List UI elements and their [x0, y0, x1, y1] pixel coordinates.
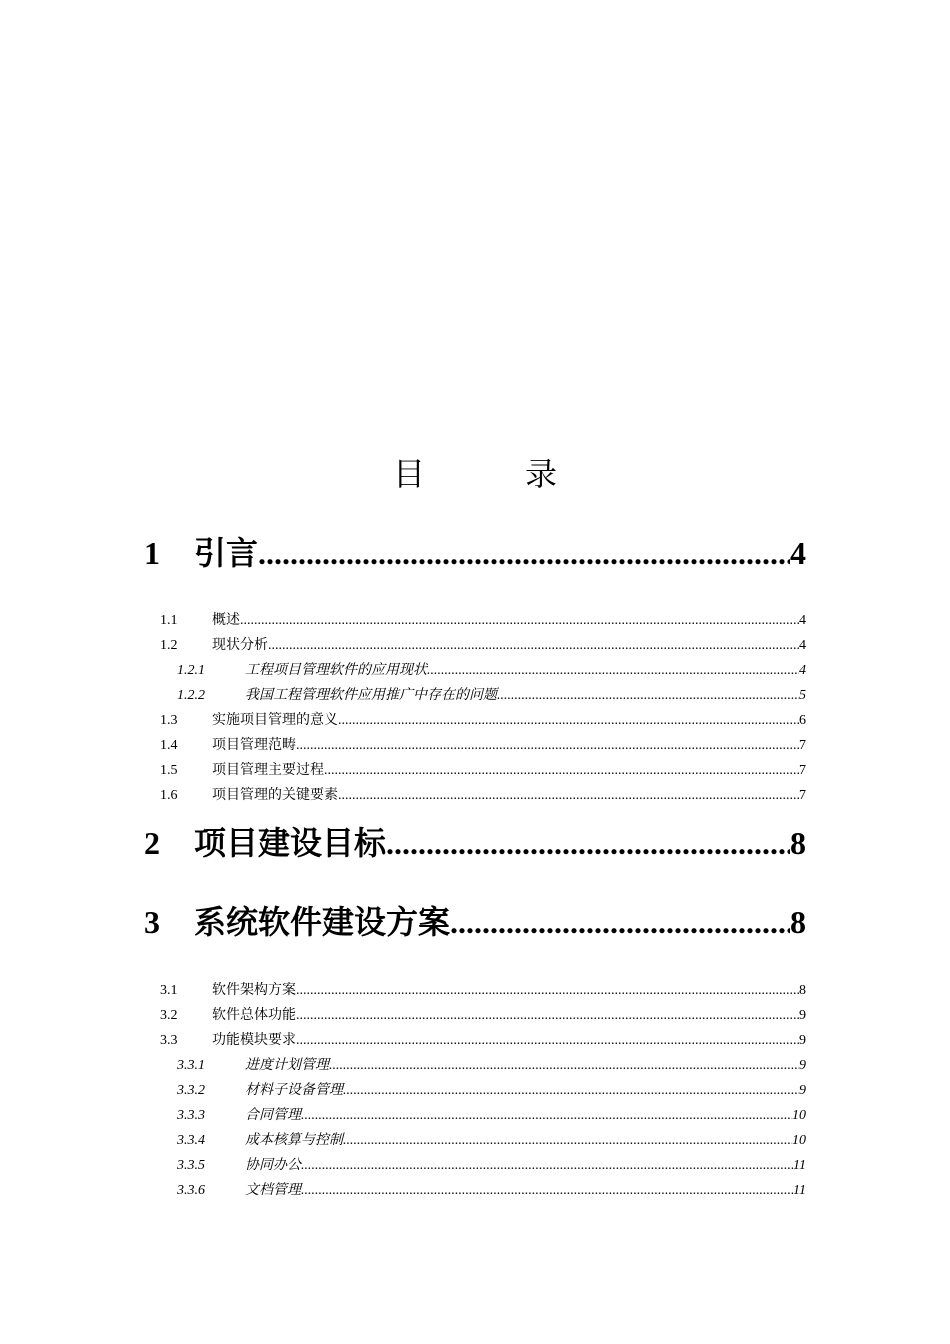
- toc-entry-page: 4: [799, 663, 806, 678]
- toc-dot-leader: [343, 1081, 799, 1101]
- toc-entry-text: 软件架构方案: [212, 982, 296, 998]
- toc-entry-chapter-3[interactable]: [144, 902, 806, 942]
- toc-entry-3-3-4[interactable]: [177, 1130, 806, 1151]
- toc-entry-page: 11: [793, 1158, 806, 1173]
- toc-entry-text: 协同办公: [245, 1157, 301, 1173]
- toc-entry-text: 系统软件建设方案: [194, 903, 451, 941]
- toc-entry-page: 8: [790, 904, 806, 940]
- toc-entry-chapter-2[interactable]: [144, 823, 806, 863]
- toc-entry-number: 1.4: [160, 738, 178, 753]
- toc-dot-leader: [296, 981, 799, 1001]
- toc-entry-page: 4: [790, 535, 806, 571]
- toc-entry-text: 成本核算与控制: [245, 1132, 343, 1148]
- toc-dot-leader: [497, 686, 799, 706]
- toc-entry-number: 3.3.4: [177, 1133, 205, 1148]
- toc-entry-page: 8: [799, 983, 806, 998]
- toc-entry-page: 7: [799, 788, 806, 803]
- toc-dot-leader: [450, 902, 790, 942]
- toc-entry-text: 项目管理范畴: [212, 737, 296, 753]
- toc-entry-number: 3.3.6: [177, 1183, 205, 1198]
- toc-entry-text: 功能模块要求: [212, 1032, 296, 1048]
- toc-entry-text: 我国工程管理软件应用推广中存在的问题: [245, 687, 497, 703]
- toc-dot-leader: [301, 1156, 793, 1176]
- toc-entry-text: 项目管理主要过程: [212, 762, 324, 778]
- toc-entry-1-3[interactable]: [160, 710, 806, 731]
- toc-entry-page: 7: [799, 738, 806, 753]
- toc-entry-number: 3.2: [160, 1008, 178, 1023]
- toc-title-char-1: 目: [392, 455, 425, 493]
- toc-entry-text: 项目管理的关键要素: [212, 787, 338, 803]
- toc-title: [0, 452, 950, 496]
- toc-dot-leader: [240, 611, 799, 631]
- toc-entry-page: 8: [790, 825, 806, 861]
- toc-entry-3-3-1[interactable]: [177, 1055, 806, 1076]
- toc-dot-leader: [338, 786, 799, 806]
- toc-entry-number: 3.3.3: [177, 1108, 205, 1123]
- toc-title-char-2: 录: [525, 455, 558, 493]
- toc-dot-leader: [338, 711, 799, 731]
- toc-entry-3-3-5[interactable]: [177, 1155, 806, 1176]
- toc-entry-number: 3.1: [160, 983, 178, 998]
- toc-entry-text: 合同管理: [245, 1107, 301, 1123]
- toc-dot-leader: [324, 761, 799, 781]
- toc-dot-leader: [329, 1056, 799, 1076]
- toc-entry-text: 文档管理: [245, 1182, 301, 1198]
- toc-entry-page: 4: [799, 638, 806, 653]
- toc-entry-number: 2: [144, 825, 160, 861]
- toc-entry-1-6[interactable]: [160, 785, 806, 806]
- toc-entry-3-3-3[interactable]: [177, 1105, 806, 1126]
- toc-entry-1-5[interactable]: [160, 760, 806, 781]
- toc-entry-1-4[interactable]: [160, 735, 806, 756]
- toc-entry-number: 3: [144, 904, 160, 940]
- toc-dot-leader: [268, 636, 799, 656]
- toc-entry-3-2[interactable]: [160, 1005, 806, 1026]
- toc-entry-page: 7: [799, 763, 806, 778]
- toc-entry-text: 现状分析: [212, 637, 268, 653]
- toc-entry-text: 材料子设备管理: [245, 1082, 343, 1098]
- toc-dot-leader: [301, 1106, 792, 1126]
- toc-dot-leader: [296, 1006, 799, 1026]
- toc-entry-page: 5: [799, 688, 806, 703]
- toc-dot-leader: [296, 736, 799, 756]
- toc-entry-number: 1.3: [160, 713, 178, 728]
- toc-entry-number: 1.5: [160, 763, 178, 778]
- toc-entry-number: 3.3: [160, 1033, 178, 1048]
- toc-entry-3-3-2[interactable]: [177, 1080, 806, 1101]
- toc-entry-number: 1.2.2: [177, 688, 205, 703]
- toc-entry-text: 项目建设目标: [194, 824, 387, 862]
- toc-entry-3-3[interactable]: [160, 1030, 806, 1051]
- toc-entry-number: 1.2: [160, 638, 178, 653]
- toc-entry-3-1[interactable]: [160, 980, 806, 1001]
- toc-entry-chapter-1[interactable]: [144, 533, 806, 573]
- toc-entry-1-2[interactable]: [160, 635, 806, 656]
- toc-dot-leader: [258, 533, 790, 573]
- toc-entry-text: 软件总体功能: [212, 1007, 296, 1023]
- toc-entry-page: 9: [799, 1033, 806, 1048]
- toc-entry-text: 引言: [194, 534, 259, 572]
- toc-entry-page: 11: [793, 1183, 806, 1198]
- toc-entry-page: 9: [799, 1058, 806, 1073]
- toc-dot-leader: [427, 661, 799, 681]
- toc-entry-page: 9: [799, 1008, 806, 1023]
- toc-entry-text: 实施项目管理的意义: [212, 712, 338, 728]
- toc-entry-page: 4: [799, 613, 806, 628]
- toc-entry-number: 3.3.2: [177, 1083, 205, 1098]
- toc-entry-number: 1.6: [160, 788, 178, 803]
- toc-entry-text: 工程项目管理软件的应用现状: [245, 662, 427, 678]
- toc-entry-1-1[interactable]: [160, 610, 806, 631]
- toc-dot-leader: [296, 1031, 799, 1051]
- toc-entry-text: 概述: [212, 612, 240, 628]
- toc-entry-number: 1.2.1: [177, 663, 205, 678]
- toc-entry-text: 进度计划管理: [245, 1057, 329, 1073]
- toc-entry-number: 1.1: [160, 613, 178, 628]
- toc-dot-leader: [386, 823, 790, 863]
- toc-entry-number: 3.3.1: [177, 1058, 205, 1073]
- toc-entry-page: 9: [799, 1083, 806, 1098]
- toc-entry-number: 1: [144, 535, 160, 571]
- toc-dot-leader: [343, 1131, 792, 1151]
- toc-entry-page: 6: [799, 713, 806, 728]
- toc-dot-leader: [301, 1181, 793, 1201]
- toc-entry-1-2-1[interactable]: [177, 660, 806, 681]
- toc-entry-page: 10: [792, 1108, 806, 1123]
- toc-entry-page: 10: [792, 1133, 806, 1148]
- toc-entry-3-3-6[interactable]: [177, 1180, 806, 1201]
- toc-entry-1-2-2[interactable]: [177, 685, 806, 706]
- toc-entry-number: 3.3.5: [177, 1158, 205, 1173]
